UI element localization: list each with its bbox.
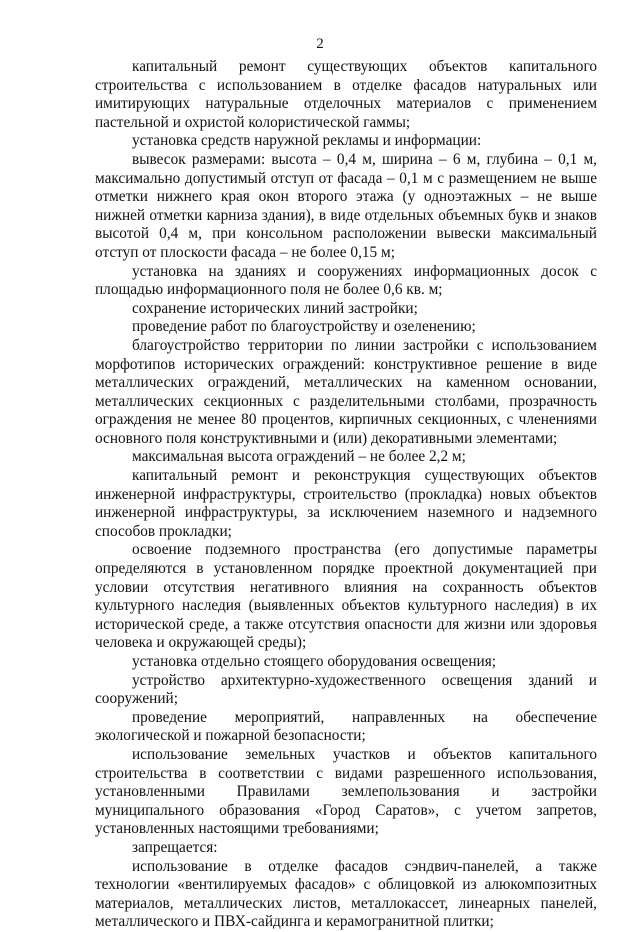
paragraph: освоение подземного пространства (его допустимые параметры определяются в установленном порядке проектной документацией при условии отсутствия негативного влияния на сохранность объектов культурного наследия (выявленных объектов культурного наследия) в их исторической среде, а также отсутствия опасности для жизни или здоровья человека и окружающей среды); — [95, 541, 597, 652]
paragraph: установка отдельно стоящего оборудования освещения; — [132, 653, 496, 670]
paragraph: устройство архитектурно-художественного освещения зданий и сооружений; — [95, 671, 597, 708]
paragraph: использование земельных участков и объектов капитального строительства в соответствии с видами разрешенного использования, установленными Правилами землепользования и застройки муниципального образования «Город Саратов», с учетом запретов, установленных настоящими требованиями; — [95, 745, 597, 838]
paragraph: установка на зданиях и сооружениях информационных досок с площадью информационного поля не более 0,6 кв. м; — [95, 262, 597, 299]
paragraph: максимальная высота ограждений – не более 2,2 м; — [132, 448, 466, 466]
paragraph: вывесок размерами: высота – 0,4 м, ширина – 6 м, глубина – 0,1 м, максимально допустимый отступ от фасада – 0,1 м с размещением не выше отметки нижнего края окон второго этажа (у одноэтажных – не выше нижней отметки карниза здания), в виде отдельных объемных букв и знаков высотой 0,4 м, при консольном расположении вывески максимальный отступ от плоскости фасада – не более 0,15 м; — [95, 150, 597, 261]
paragraph: благоустройство территории по линии застройки с использованием морфотипов исторических ограждений: конструктивное решение в виде металлических ограждений, металлических на каменном основании, металлических секционных с разделительными столбами, прозрачность ограждения не менее 80 процентов, кирпичных секционных, с членениями основного поля конструктивными и (или) декоративными элементами; — [95, 336, 597, 447]
paragraph: использование в отделке фасадов сэндвич-панелей, а также технологии «вентилируемых фасадов» с облицовкой из алюкомпозитных материалов, металлических листов, металлокассет, линеарных панелей, металлического и ПВХ-сайдинга и керамогранитной плитки; — [95, 857, 597, 931]
paragraph: сохранение исторических линий застройки; — [132, 299, 418, 317]
paragraph: капитальный ремонт и реконструкция существующих объектов инженерной инфраструктуры, строительство (прокладка) новых объектов инженерной инфраструктуры, за исключением наземного и надземного способов прокладки; — [95, 467, 597, 540]
paragraph: установка средств наружной рекламы и информации: — [132, 132, 482, 150]
document-body — [95, 58, 597, 932]
paragraph: проведение мероприятий, направленных на обеспечение экологической и пожарной безопасности; — [95, 708, 597, 745]
page-number: 2 — [316, 36, 324, 52]
paragraph: капитальный ремонт существующих объектов капитального строительства с использованием в отделке фасадов натуральных или имитирующих натуральные отделочных материалов с применением пастельной и охристой колористической гаммы; — [95, 58, 597, 131]
paragraph: запрещается: — [132, 838, 218, 856]
paragraph: проведение работ по благоустройству и озеленению; — [132, 318, 476, 336]
